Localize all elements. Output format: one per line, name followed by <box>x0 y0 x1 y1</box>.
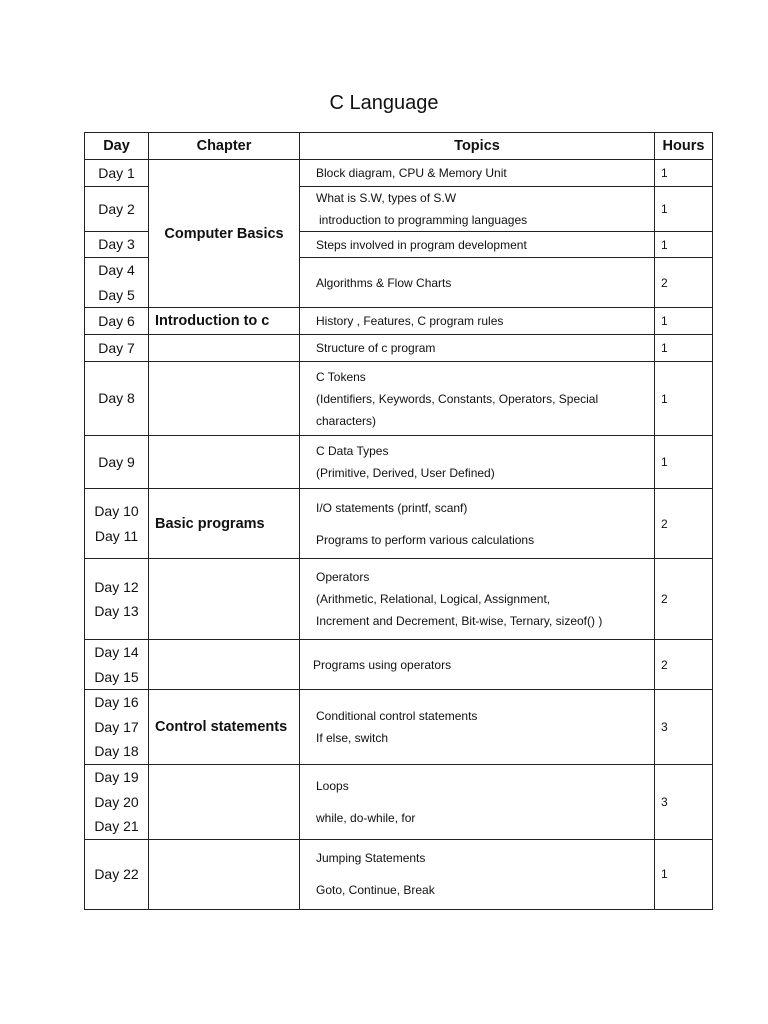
day-cell: Day 9 <box>85 436 149 489</box>
chapter-cell: Computer Basics <box>149 160 300 308</box>
day-cell: Day 22 <box>85 839 149 909</box>
topic-cell: I/O statements (printf, scanf) Programs to perform various calculations <box>300 489 655 559</box>
column-header-hours: Hours <box>655 133 713 160</box>
table-row <box>85 559 713 640</box>
column-header-day: Day <box>85 133 149 160</box>
hours-cell: 1 <box>655 436 713 489</box>
day-cell: Day 7 <box>85 335 149 362</box>
column-header-chapter: Chapter <box>149 133 300 160</box>
day-cell: Day 1 <box>85 160 149 187</box>
hours-cell: 1 <box>655 160 713 187</box>
topic-cell: Steps involved in program development <box>300 232 655 258</box>
chapter-cell <box>149 436 300 489</box>
day-cell: Day 10 Day 11 <box>85 489 149 559</box>
table-row <box>85 765 713 840</box>
topic-cell: Algorithms & Flow Charts <box>300 258 655 308</box>
topic-cell: Block diagram, CPU & Memory Unit <box>300 160 655 187</box>
day-cell: Day 14 Day 15 <box>85 640 149 690</box>
hours-cell: 2 <box>655 489 713 559</box>
day-cell: Day 4 Day 5 <box>85 258 149 308</box>
hours-cell: 1 <box>655 232 713 258</box>
table-row <box>85 690 713 765</box>
hours-cell: 1 <box>655 839 713 909</box>
day-cell: Day 8 <box>85 362 149 436</box>
chapter-cell: Introduction to c <box>149 308 300 335</box>
chapter-cell: Basic programs <box>149 489 300 559</box>
chapter-cell <box>149 559 300 640</box>
topic-cell: Jumping Statements Goto, Continue, Break <box>300 839 655 909</box>
hours-cell: 3 <box>655 690 713 765</box>
table-row <box>85 160 713 187</box>
chapter-cell <box>149 839 300 909</box>
chapter-cell <box>149 362 300 436</box>
day-cell: Day 19 Day 20 Day 21 <box>85 765 149 840</box>
hours-cell: 2 <box>655 258 713 308</box>
page-title: C Language <box>329 92 439 114</box>
day-cell: Day 16 Day 17 Day 18 <box>85 690 149 765</box>
topic-cell: What is S.W, types of S.W introduction to programming languages <box>300 187 655 232</box>
topic-cell: C Tokens (Identifiers, Keywords, Constants, Operators, Special characters) <box>300 362 655 436</box>
hours-cell: 2 <box>655 640 713 690</box>
chapter-cell <box>149 640 300 690</box>
topic-cell: History , Features, C program rules <box>300 308 655 335</box>
table-row <box>85 640 713 690</box>
table-row <box>85 362 713 436</box>
chapter-cell <box>149 335 300 362</box>
hours-cell: 1 <box>655 362 713 436</box>
chapter-cell <box>149 765 300 840</box>
topic-cell: Operators (Arithmetic, Relational, Logical, Assignment, Increment and Decrement, Bit-wise, Ternary, sizeof() ) <box>300 559 655 640</box>
topic-cell: C Data Types (Primitive, Derived, User Defined) <box>300 436 655 489</box>
table-row <box>85 436 713 489</box>
topic-cell: Conditional control statements If else, switch <box>300 690 655 765</box>
topic-cell: Programs using operators <box>300 640 655 690</box>
hours-cell: 2 <box>655 559 713 640</box>
topic-cell: Structure of c program <box>300 335 655 362</box>
table-row <box>85 335 713 362</box>
table-row <box>85 839 713 909</box>
table-header-row <box>85 133 713 160</box>
day-cell: Day 12 Day 13 <box>85 559 149 640</box>
topic-cell: Loops while, do-while, for <box>300 765 655 840</box>
day-cell: Day 2 <box>85 187 149 232</box>
column-header-topics: Topics <box>300 133 655 160</box>
table-row <box>85 308 713 335</box>
hours-cell: 1 <box>655 335 713 362</box>
day-cell: Day 6 <box>85 308 149 335</box>
course-schedule-table <box>84 132 713 910</box>
hours-cell: 3 <box>655 765 713 840</box>
table-row <box>85 489 713 559</box>
day-cell: Day 3 <box>85 232 149 258</box>
hours-cell: 1 <box>655 308 713 335</box>
hours-cell: 1 <box>655 187 713 232</box>
chapter-cell: Control statements <box>149 690 300 765</box>
